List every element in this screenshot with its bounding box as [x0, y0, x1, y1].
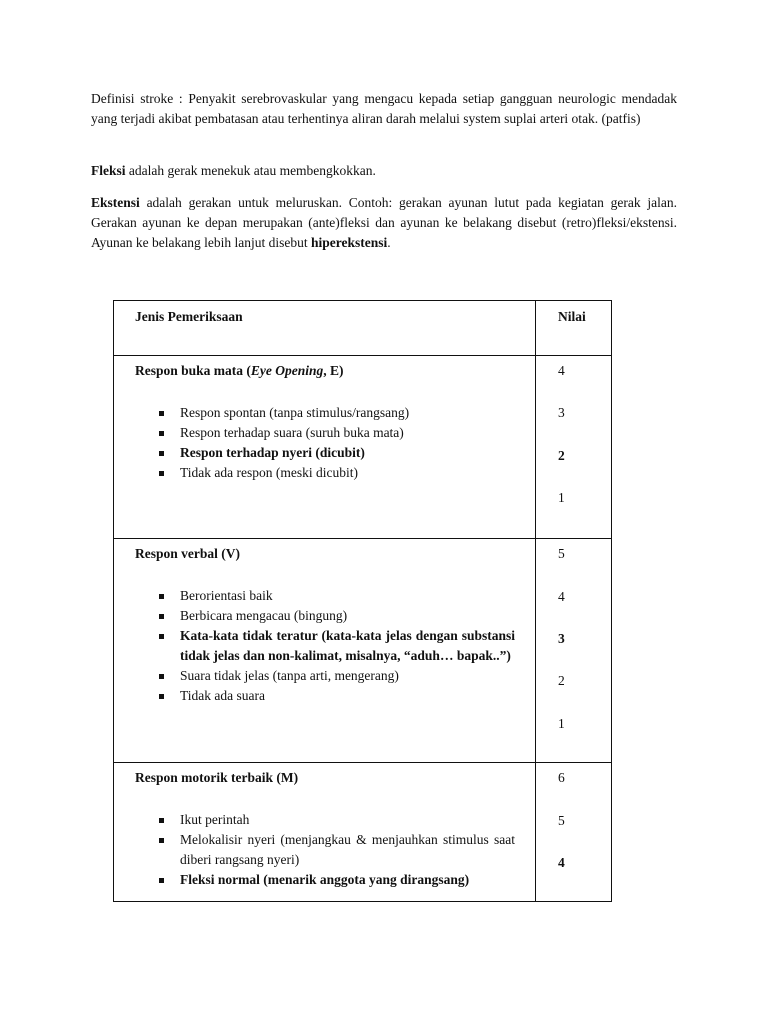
- list-item: Berbicara mengacau (bingung): [135, 606, 515, 626]
- value-cell: 5: [558, 546, 565, 561]
- eye-items: [135, 403, 515, 483]
- eye-section: [135, 361, 515, 483]
- ekstensi-term: Ekstensi: [91, 195, 140, 210]
- motor-title: Respon motorik terbaik (M): [135, 770, 299, 785]
- header-nilai: Nilai: [558, 309, 586, 324]
- fleksi-text: adalah gerak menekuk atau membengkokkan.: [125, 163, 376, 178]
- list-item: Suara tidak jelas (tanpa arti, mengerang): [135, 666, 515, 686]
- list-item: Berorientasi baik: [135, 586, 515, 606]
- list-item: Respon terhadap suara (suruh buka mata): [135, 423, 515, 443]
- hiperekstensi-term: hiperekstensi: [310, 235, 388, 250]
- value-cell: 6: [558, 770, 565, 785]
- value-cell: 4: [558, 589, 565, 604]
- eye-title: Respon buka mata (Eye Opening, E): [135, 363, 344, 378]
- table-header-row: [114, 301, 611, 356]
- value-cell: 1: [558, 490, 565, 505]
- list-item: Tidak ada respon (meski dicubit): [135, 463, 515, 483]
- fleksi-paragraph: [91, 161, 677, 181]
- header-jenis: Jenis Pemeriksaan: [135, 309, 243, 324]
- gcs-table: [113, 300, 612, 902]
- list-item: Respon spontan (tanpa stimulus/rangsang): [135, 403, 515, 423]
- value-cell: 5: [558, 813, 565, 828]
- verbal-title: Respon verbal (V): [135, 546, 240, 561]
- motor-items: [135, 810, 515, 890]
- fleksi-term: Fleksi: [91, 163, 126, 178]
- table-row-verbal: [114, 539, 611, 763]
- list-item: Kata-kata tidak teratur (kata-kata jelas dengan substansi tidak jelas dan non-kalimat, misalnya, “aduh… bapak..”): [135, 626, 515, 666]
- list-item: Respon terhadap nyeri (dicubit): [135, 443, 515, 463]
- table-row-motor: [114, 763, 611, 903]
- list-item: Fleksi normal (menarik anggota yang dirangsang): [135, 870, 515, 890]
- value-cell: 3: [558, 631, 565, 646]
- ekstensi-paragraph: [91, 193, 677, 253]
- list-item: Tidak ada suara: [135, 686, 515, 706]
- motor-section: [135, 768, 515, 890]
- ekstensi-end: .: [387, 235, 391, 250]
- list-item: Melokalisir nyeri (menjangkau & menjauhkan stimulus saat diberi rangsang nyeri): [135, 830, 515, 870]
- value-cell: 3: [558, 405, 565, 420]
- verbal-items: [135, 586, 515, 706]
- list-item: Ikut perintah: [135, 810, 515, 830]
- definition-paragraph: Definisi stroke : Penyakit serebrovaskular yang mengacu kepada setiap gangguan neurologic mendadak yang terjadi akibat pembatasan atau terhentinya aliran darah melalui system suplai arteri otak. (patfis): [91, 91, 677, 126]
- table-row-eye: [114, 356, 611, 539]
- value-cell: 4: [558, 363, 565, 378]
- ekstensi-text: adalah gerakan untuk meluruskan. Contoh: gerakan ayunan lutut pada kegiatan gerak jalan. Gerakan ayunan ke depan merupakan (ante)fleksi dan ayunan ke belakang disebut (retro)fleksi/ekstensi. Ayunan ke belakang lebih lanjut disebut: [91, 195, 677, 250]
- value-cell: 2: [558, 448, 565, 463]
- value-cell: 1: [558, 716, 565, 731]
- value-cell: 4: [558, 855, 565, 870]
- value-cell: 2: [558, 673, 565, 688]
- verbal-section: [135, 544, 515, 706]
